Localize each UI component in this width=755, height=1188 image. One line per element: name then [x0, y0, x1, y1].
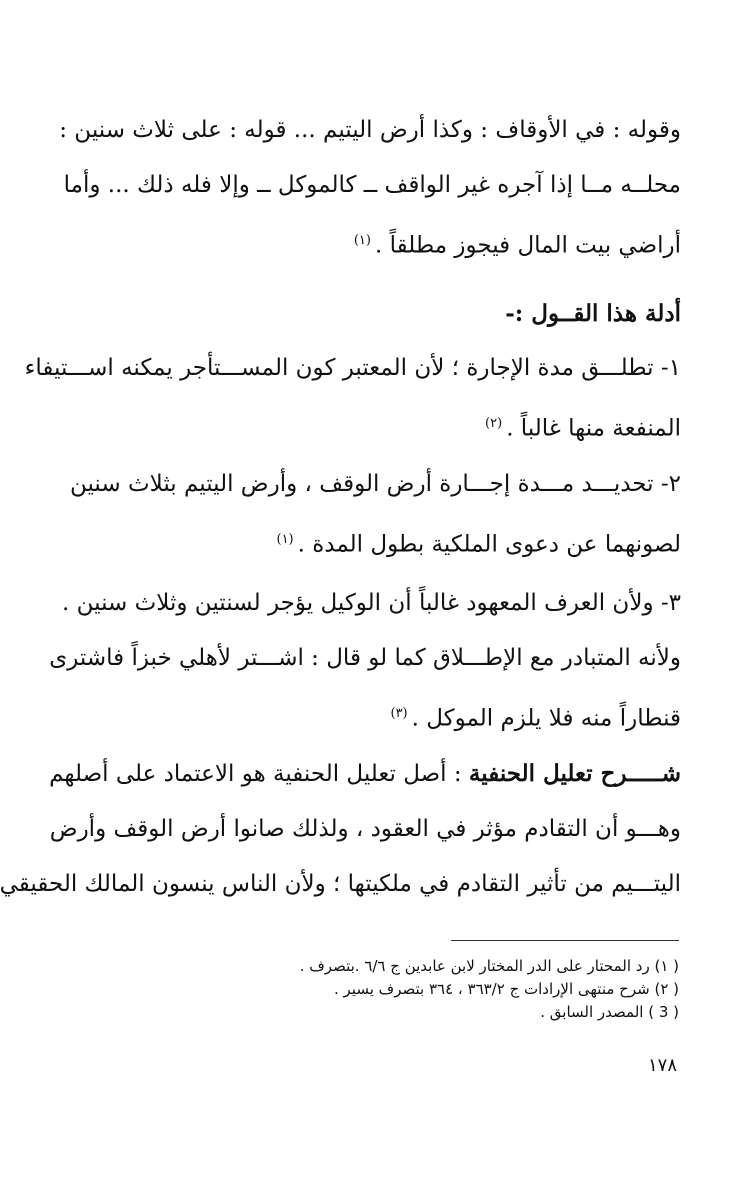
text-line [49, 746, 681, 802]
footnote-ref: (٢) [485, 416, 503, 431]
text-line: ٢- تحديـــد مـــدة إجـــارة أرض الوقف ، وأرض اليتيم بثلاث سنين [69, 470, 681, 497]
evidence-section [24, 286, 681, 572]
paragraph-third-evidence [49, 576, 681, 747]
text-line [69, 213, 681, 274]
footnote: ( 3 ) المصدر السابق . [540, 1003, 679, 1021]
paragraph-hanafi-explanation [0, 746, 681, 912]
text-line-content: قنطاراً منه فلا يلزم الموكل . [411, 705, 681, 732]
footnotes [79, 955, 679, 1024]
text-line: ٣- ولأن العرف المعهود غالباً أن الوكيل يؤجر لسنتين وثلاث سنين . [62, 590, 681, 616]
text-line: وقوله : في الأوقاف : وكذا أرض اليتيم ... قوله : على ثلاث سنين : [59, 117, 681, 143]
page-number: ١٧٨ [647, 1055, 677, 1076]
text-line: ولأنه المتبادر مع الإطـــلاق كما لو قال : اشـــتر لأهلي خبزاً فاشترى [49, 645, 681, 671]
text-line: محلــه مــا إذا آجره غير الواقف ــ كالموكل ــ وإلا فله ذلك ... وأما [63, 172, 681, 198]
footnote: ( ١) رد المحتار على الدر المختار لابن عابدين ج ٦/٦ .بتصرف . [299, 957, 679, 975]
text-line [69, 686, 681, 747]
text-line [69, 512, 681, 573]
footnote-ref: (١) [353, 233, 371, 248]
text-line: وهـــو أن التقادم مؤثر في العقود ، ولذلك صانوا أرض الوقف وأرض [49, 816, 681, 842]
text-line: اليتـــيم من تأثير التقادم في ملكيتها ؛ ولأن الناس ينسون المالك الحقيقي [0, 871, 681, 897]
text-line-content: أراضي بيت المال فيجوز مطلقاً . [374, 232, 681, 259]
text-line-content: لصونهما عن دعوى الملكية بطول المدة . [297, 531, 681, 558]
footnote-ref: (٣) [390, 706, 408, 721]
text-line-content: : أصل تعليل الحنفية هو الاعتماد على أصلهم [49, 761, 469, 787]
text-line-content: المنفعة منها غالباً . [506, 415, 681, 442]
text-line [69, 396, 681, 457]
bold-label: شـــــرح تعليل الحنفية [468, 760, 681, 787]
section-heading: أدلة هذا القــول :- [505, 300, 681, 327]
footnote-divider [451, 940, 679, 941]
footnote-ref: (١) [276, 531, 294, 547]
footnote: ( ٢) شرح منتهى الإرادات ج ٣٦٣/٢ ، ٣٦٤ بتصرف يسير . [333, 980, 679, 998]
text-line: ١- تطلـــق مدة الإجارة ؛ لأن المعتبر كون المســـتأجر يمكنه اســـتيفاء [24, 355, 681, 381]
paragraph-opening [59, 103, 681, 274]
